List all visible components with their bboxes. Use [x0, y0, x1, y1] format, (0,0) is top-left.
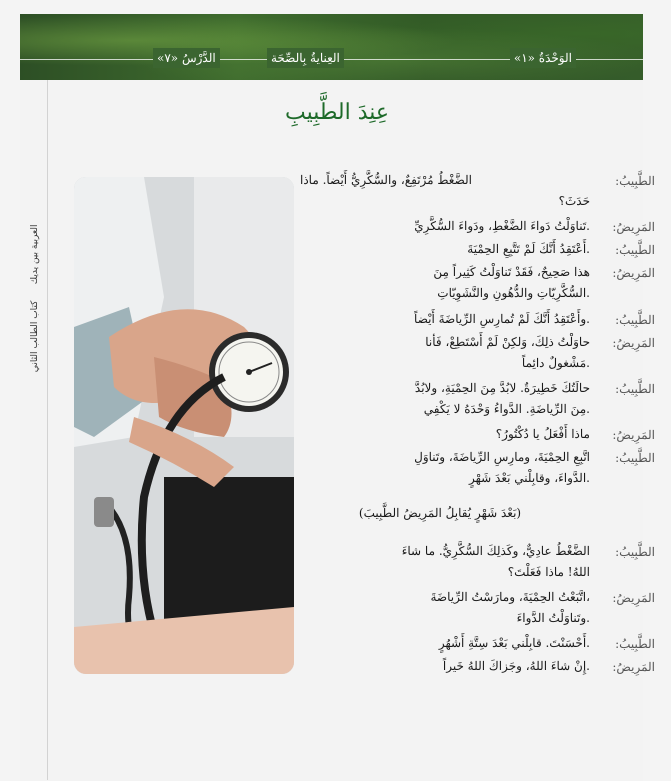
speaker-doctor: الطَّبِيبُ: — [615, 637, 655, 651]
dialog-line: حَدَثَ؟ — [558, 194, 590, 208]
speaker-patient: المَرِيضُ: — [612, 428, 655, 442]
topic-label: العِنايةُ بِالصِّحَة — [267, 48, 344, 68]
speaker-doctor: الطَّبِيبُ: — [615, 313, 655, 327]
speaker-patient: المَرِيضُ: — [612, 336, 655, 350]
speaker-doctor: الطَّبِيبُ: — [615, 382, 655, 396]
dialog-line: هذا صَحِيحٌ، فَقَدْ تَناوَلْتُ كَثِيراً مِنَ — [433, 265, 590, 279]
dialog-line: مِنَ الرِّياضَةِ. الدَّواءُ وَحْدَهُ لا يَكْفِي. — [423, 402, 590, 416]
page-margin-line — [47, 80, 48, 780]
dialog-line: حاوَلْتُ ذلِكَ، وَلكِنْ لَمْ أَسْتَطِعْ، فَأنا — [425, 335, 590, 349]
dialog-line: الضَّغْطُ مُرْتَفِعٌ، والسُّكَّرِيُّ أَيْضاً. ماذا — [300, 173, 472, 187]
speaker-patient: المَرِيضُ: — [612, 660, 655, 674]
dialog-line: وأَعْتَقِدُ أَنَّكَ لَمْ تُمارِسِ الرِّياضَةَ أَيْضاً. — [414, 312, 590, 326]
dialog-line: الدَّواءَ، وقابِلْني بَعْدَ شَهْرٍ. — [469, 471, 590, 485]
side-book-level: كتاب الطالب الثاني — [30, 300, 40, 373]
speaker-doctor: الطَّبِيبُ: — [615, 174, 655, 188]
header-banner — [20, 14, 643, 80]
dialog-line: اتَّبِعِ الحِمْيَةَ، ومارِسِ الرِّياضَةَ، وتَناوَلِ — [414, 450, 590, 464]
speaker-patient: المَرِيضُ: — [612, 220, 655, 234]
dialog-line: أَحْسَنْتَ. قابِلْني بَعْدَ سِتَّةِ أَشْهُرٍ. — [438, 636, 590, 650]
side-book-caption — [30, 210, 40, 372]
dialog-line: حالَتُكَ خَطِيرَةٌ. لابُدَّ مِنَ الحِمْيَةِ، ولابُدَّ — [414, 381, 590, 395]
dialog-line: ماذا أَفْعَلُ يا دُكْتُورُ؟ — [495, 427, 590, 441]
speaker-patient: المَرِيضُ: — [612, 591, 655, 605]
page-title: عِنِدَ الطَّبِيبِ — [284, 100, 390, 125]
speaker-patient: المَرِيضُ: — [612, 266, 655, 280]
dialog-line: الضَّغْطُ عادِيٌّ، وكَذلِكَ السُّكَّرِيُّ. ما شاءَ — [401, 544, 590, 558]
dialog-line: أَعْتَقِدُ أَنَّكَ لَمْ تَتَّبِعِ الحِمْيَةَ. — [467, 242, 590, 256]
dialog-line: اللهُ! ماذا فَعَلْتَ؟ — [507, 565, 590, 579]
dialog-line: مَشْغولٌ دائِماً. — [521, 356, 590, 370]
dialog-line: وتَناوَلْتُ الدَّواءَ. — [516, 611, 590, 625]
dialog-line: السُّكَّرِيّاتِ والدُّهُونِ والنَّشَوِيّاتِ. — [437, 286, 590, 300]
speaker-doctor: الطَّبِيبُ: — [615, 545, 655, 559]
dialog-line: تَناوَلْتُ دَواءَ الضَّغْطِ، ودَواءَ السُّكَّرِيِّ. — [414, 219, 590, 233]
dialog-line: اتَّبَعْتُ الحِمْيَةَ، ومارَسْتُ الرِّياضَةَ، — [430, 590, 590, 604]
blood-pressure-photo — [74, 177, 294, 674]
stage-note: (بَعْدَ شَهْرٍ يُقابِلُ المَرِيضُ الطَّبِيبَ) — [358, 506, 522, 520]
unit-label: الوَحْدَةُ «١» — [510, 48, 576, 68]
dialog-line: إِنْ شاءَ اللهُ، وجَزاكَ اللهُ خَيراً. — [442, 659, 590, 673]
blood-pressure-illustration — [74, 177, 294, 674]
side-book-title: العربية بين يديك — [30, 224, 40, 284]
speaker-doctor: الطَّبِيبُ: — [615, 451, 655, 465]
lesson-label: الدَّرْسُ «٧» — [153, 48, 220, 68]
speaker-doctor: الطَّبِيبُ: — [615, 243, 655, 257]
